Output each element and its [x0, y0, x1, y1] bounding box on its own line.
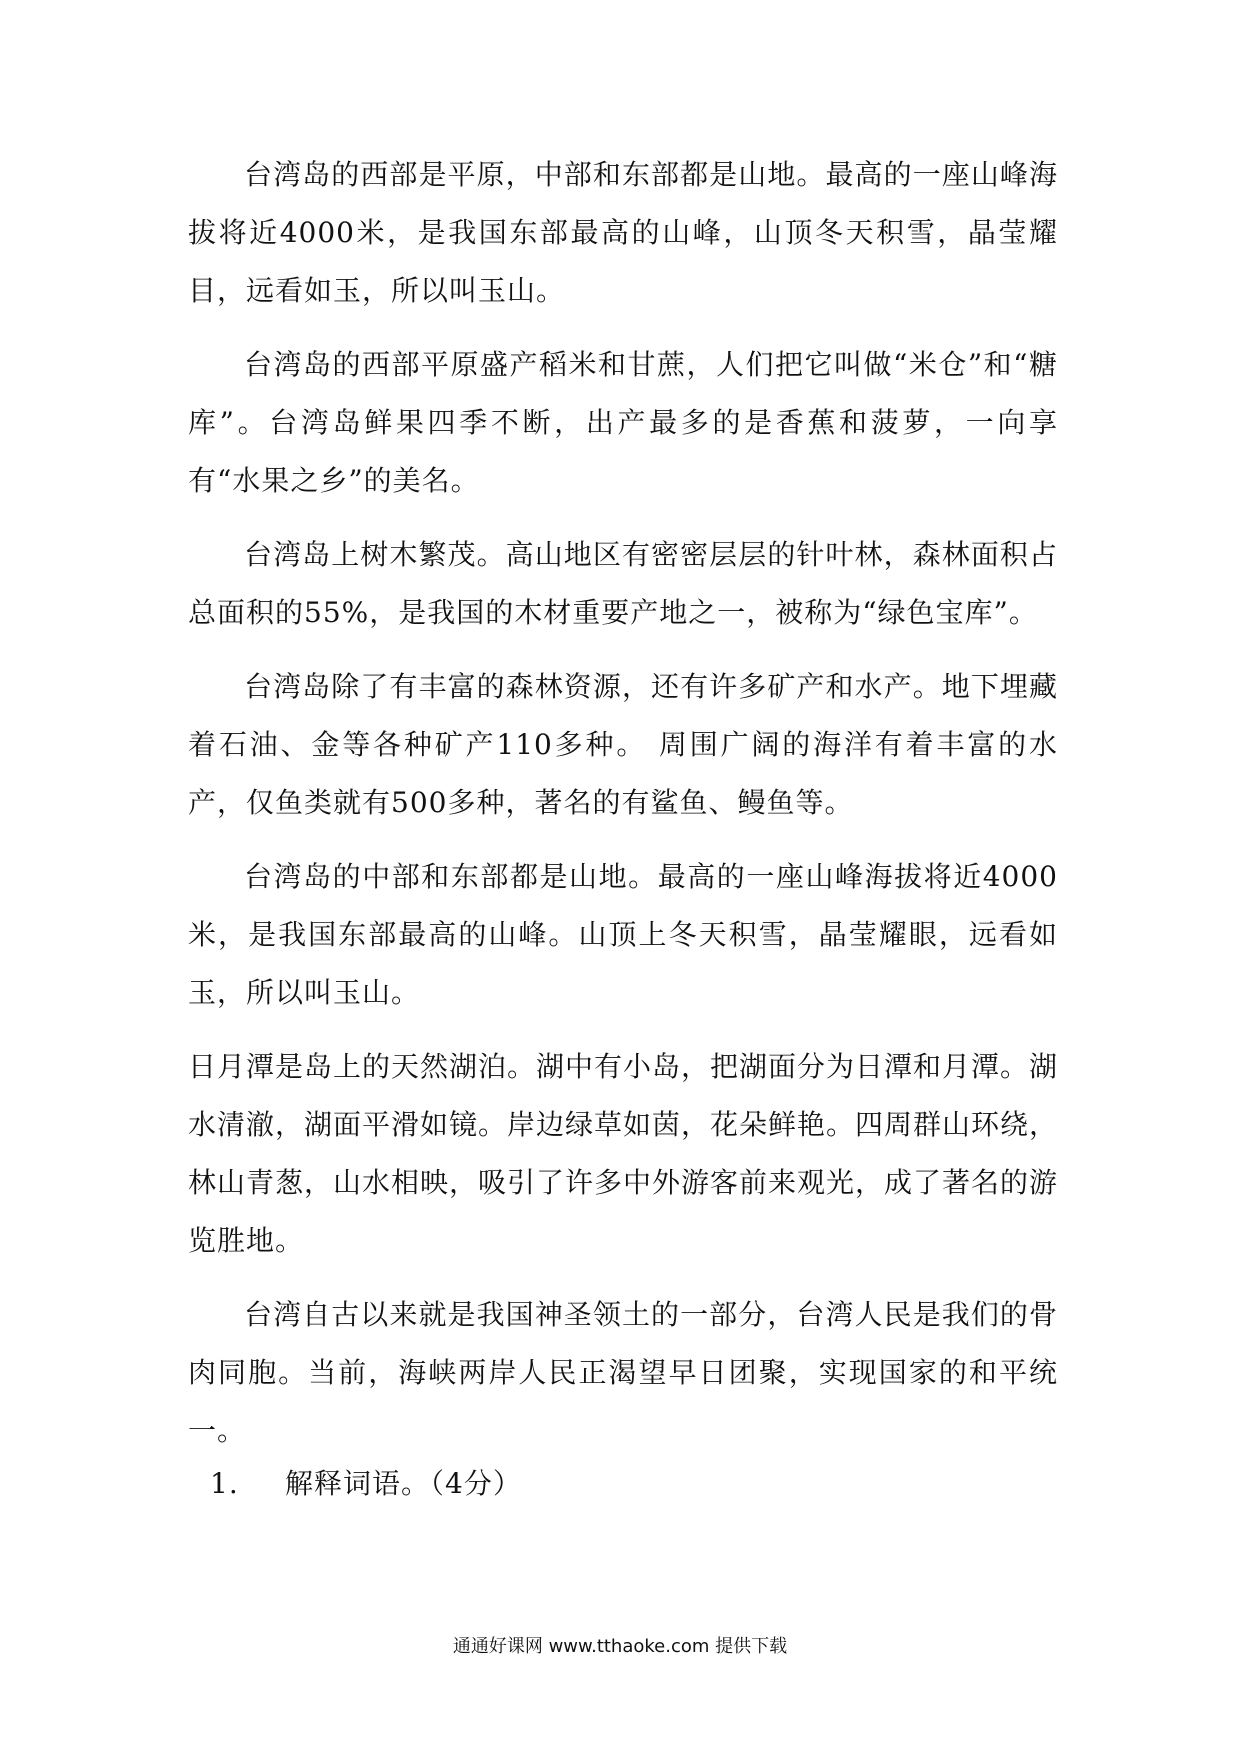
question-text: 解释词语。（4分） — [285, 1467, 522, 1500]
paragraph-mountains: 台湾岛的中部和东部都是山地。最高的一座山峰海拔将近4000米，是我国东部最高的山峰。山顶上冬天积雪，晶莹耀眼，远看如玉，所以叫玉山。 — [188, 860, 1058, 1009]
paragraph-forest: 台湾岛上树木繁茂。高山地区有密密层层的针叶林，森林面积占总面积的55%，是我国的木材重要产地之一，被称为“绿色宝库”。 — [188, 538, 1058, 629]
article-body — [188, 146, 1058, 1476]
paragraph-sun-moon-lake: 日月潭是岛上的天然湖泊。湖中有小岛，把湖面分为日潭和月潭。湖水清澈，湖面平滑如镜。岸边绿草如茵，花朵鲜艳。四周群山环绕，林山青葱，山水相映，吸引了许多中外游客前来观光，成了著名的游览胜地。 — [188, 1050, 1059, 1257]
question-number: 1. — [210, 1467, 239, 1500]
paragraph-plain-produce: 台湾岛的西部平原盛产稻米和甘蔗，人们把它叫做“米仓”和“糖库”。台湾岛鲜果四季不断，出产最多的是香蕉和菠萝，一向享有“水果之乡”的美名。 — [188, 348, 1058, 497]
footer-credit: 通通好课网 www.tthaoke.com 提供下载 — [452, 1636, 788, 1657]
paragraph-reunification: 台湾自古以来就是我国神圣领土的一部分，台湾人民是我们的骨肉同胞。当前，海峡两岸人民正渴望早日团聚，实现国家的和平统一。 — [188, 1298, 1058, 1447]
paragraph-yushan: 台湾岛的西部是平原，中部和东部都是山地。最高的一座山峰海拔将近4000米，是我国东部最高的山峰，山顶冬天积雪，晶莹耀目，远看如玉，所以叫玉山。 — [188, 158, 1058, 307]
paragraph-resources: 台湾岛除了有丰富的森林资源，还有许多矿产和水产。地下埋藏着石油、金等各种矿产110多种。 周围广阔的海洋有着丰富的水产，仅鱼类就有500多种，著名的有鲨鱼、鳗鱼等。 — [188, 670, 1058, 819]
question-1 — [210, 1462, 522, 1506]
